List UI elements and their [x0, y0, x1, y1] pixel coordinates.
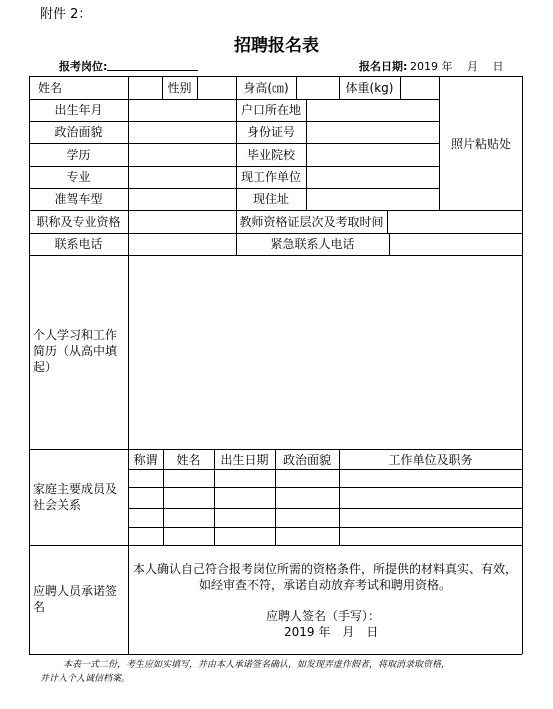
work-unit-field[interactable] [307, 167, 438, 187]
hukou-label: 户口所在地 [240, 103, 301, 117]
emergency-field[interactable] [390, 234, 521, 254]
politics-field[interactable] [129, 122, 235, 142]
education-label: 学历 [66, 147, 91, 162]
hukou-field[interactable] [307, 100, 438, 120]
weight-field[interactable] [401, 77, 438, 98]
resume-field[interactable] [129, 256, 521, 448]
date-label: 报名日期: [359, 60, 408, 73]
gender-label: 性别 [167, 80, 192, 95]
pledge-text-line2: 如经审查不符，承诺自动放弃考试和聘用资格。 [198, 578, 451, 592]
family-label: 家庭主要成员及社会关系 [33, 482, 118, 512]
position-label: 报考岗位: [59, 60, 108, 73]
height-field[interactable] [297, 77, 338, 98]
id-label: 身份证号 [246, 125, 295, 139]
work-unit-label: 现工作单位 [240, 170, 301, 184]
form-title: 招聘报名表 [234, 36, 319, 56]
signature-field[interactable] [378, 604, 508, 622]
school-label: 毕业院校 [246, 147, 295, 162]
id-field[interactable] [307, 122, 438, 142]
phone-label: 联系电话 [54, 237, 103, 251]
pledge-date: 2019 年 月 日 [284, 625, 379, 639]
family-header-relation: 称谓 [133, 453, 158, 467]
major-field[interactable] [129, 167, 235, 187]
family-header-name: 姓名 [176, 453, 201, 467]
footnote-line1: 本表一式二份，考生应如实填写，并由本人承诺签名确认，如发现弄虚作假者，将取消录取资格， [63, 660, 451, 670]
family-row[interactable] [129, 509, 521, 526]
address-label: 现住址 [252, 192, 289, 206]
family-row[interactable] [129, 470, 521, 486]
date-value: 2019 年 月 日 [410, 60, 504, 73]
birth-label: 出生年月 [54, 103, 103, 117]
weight-label: 体重(kg) [345, 80, 394, 95]
pledge-label: 应聘人员承诺签名 [33, 584, 118, 614]
education-field[interactable] [129, 144, 235, 165]
attachment-label: 附件 2： [40, 7, 92, 22]
family-header-politics: 政治面貌 [282, 453, 331, 467]
license-label: 准驾车型 [54, 192, 103, 206]
license-field[interactable] [129, 189, 235, 209]
phone-field[interactable] [129, 234, 235, 254]
emergency-label: 紧急联系人电话 [270, 237, 355, 251]
photo-placeholder[interactable]: 照片粘贴处 [450, 136, 511, 151]
resume-label: 个人学习和工作简历（从高中填起） [33, 328, 118, 374]
signature-label: 应聘人签名（手写）： [266, 609, 381, 623]
pledge-text-line1: 本人确认自己符合报考岗位所需的资格条件，所提供的材料真实、有效， [132, 562, 517, 576]
birth-field[interactable] [129, 100, 235, 120]
school-field[interactable] [307, 144, 438, 165]
gender-field[interactable] [197, 77, 235, 98]
name-field[interactable] [71, 77, 161, 98]
height-label: 身高(㎝) [243, 80, 289, 95]
family-header-work: 工作单位及职务 [388, 453, 473, 467]
title-qual-label: 职称及专业资格 [36, 214, 121, 229]
address-field[interactable] [307, 189, 438, 209]
politics-label: 政治面貌 [54, 125, 103, 139]
teacher-cert-field[interactable] [388, 211, 521, 232]
family-row[interactable] [129, 488, 521, 507]
teacher-cert-label: 教师资格证层次及考取时间 [239, 214, 384, 229]
title-qual-field[interactable] [129, 211, 235, 232]
footnote-line2: 并计入个人诚信档案。 [40, 674, 131, 684]
position-field[interactable] [107, 70, 198, 71]
name-label: 姓名 [37, 80, 62, 95]
family-header-birth: 出生日期 [220, 453, 269, 467]
family-row[interactable] [129, 528, 521, 544]
major-label: 专业 [66, 170, 91, 184]
